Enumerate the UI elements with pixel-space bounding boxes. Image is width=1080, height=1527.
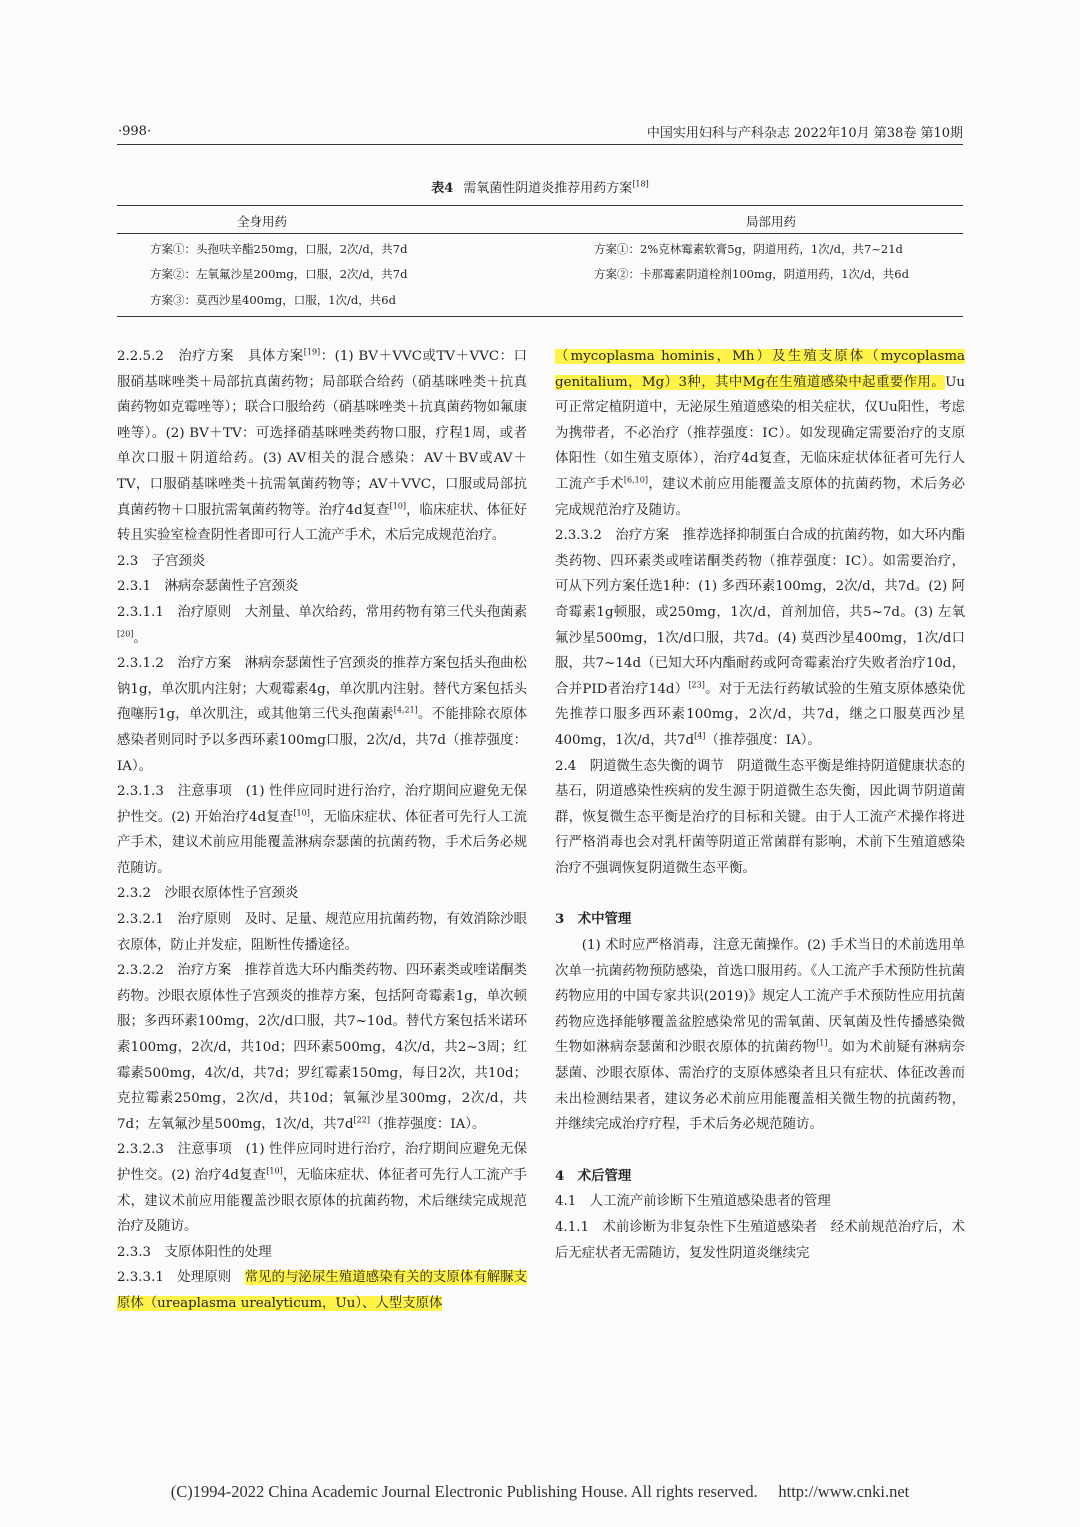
paragraph: 4.1.1 术前诊断为非复杂性下生殖道感染者 经术前规范治疗后，术后无症状者无需随访，复发性阴道炎继续完 — [555, 1220, 965, 1261]
subsection-heading: 2.3.2 沙眼衣原体性子宫颈炎 — [117, 886, 299, 902]
table-caption — [0, 177, 1080, 196]
table-cell: 方案①：2%克林霉素软膏5g，阴道用药，1次/d，共7~21d — [594, 242, 903, 256]
section-heading: 2.3 子宫颈炎 — [117, 553, 206, 569]
section-heading: 4 术后管理 — [555, 1167, 632, 1184]
subsection-heading: 2.3.1 淋病奈瑟菌性子宫颈炎 — [117, 579, 299, 595]
paragraph: 2.3.2.1 治疗原则 及时、足量、规范应用抗菌药物，有效消除沙眼衣原体，防止并发症，阻断性传播途径。 — [117, 912, 527, 953]
table-title: 需氧菌性阴道炎推荐用药方案 — [463, 181, 633, 196]
section-heading: 3 术中管理 — [555, 911, 632, 928]
subsection-heading: 2.3.3 支原体阳性的处理 — [117, 1244, 272, 1260]
copyright-footer: (C)1994-2022 China Academic Journal Electronic Publishing House. All rights reserved. http://www.cnki.net — [170, 1482, 910, 1501]
table-cell: 方案②：卡那霉素阴道栓剂100mg，阴道用药，1次/d，共6d — [594, 267, 909, 281]
highlighted-text: （mycoplasma hominis，Mh）及生殖支原体（mycoplasma genitalium，Mg）3种，其中Mg在生殖道感染中起重要作用。 — [555, 349, 965, 390]
right-column — [555, 344, 965, 1266]
paragraph: 2.3.1.1 治疗原则 大剂量、单次给药，常用药物有第三代头孢菌素[20]。 — [117, 604, 527, 646]
table-label: 表4 — [431, 181, 454, 196]
table-bottom-rule — [117, 316, 963, 317]
table-ref: [18] — [632, 179, 649, 189]
table-col-header-left: 全身用药 — [237, 214, 288, 229]
page-number: ·998· — [118, 124, 152, 139]
journal-header: 中国实用妇科与产科杂志 2022年10月 第38卷 第10期 — [646, 126, 963, 141]
paragraph: 2.3.3.2 治疗方案 推荐选择抑制蛋白合成的抗菌药物，如大环内酯类药物、四环素类或喹诺酮类药物（推荐强度：ⅠC）。如需要治疗，可从下列方案任选1种：(1) 多西环素100mg，2次/d，共7d。(2) 阿奇霉素1g顿服，或250mg，1次/d，首剂加倍，共5~7d。(3) 左氧氟沙星500mg，1次/d口服，共7d。(4) 莫西沙星400mg，1次/d口服，共7~14d（已知大环内酯耐药或阿奇霉素治疗失败者治疗10d，合并PID者治疗14d）[23]。对于无法行药敏试验的生殖支原体感染优先推荐口服多西环素100mg，2次/d，共7d，继之口服莫西沙星400mg，1次/d，共7d[4]（推荐强度：ⅠA）。 — [555, 528, 966, 748]
header-rule — [117, 144, 963, 145]
paragraph: 2.3.1.2 治疗方案 淋病奈瑟菌性子宫颈炎的推荐方案包括头孢曲松钠1g，单次肌内注射；大观霉素4g，单次肌内注射。替代方案包括头孢噻肟1g，单次肌注，或其他第三代头孢菌素[4,21]。不能排除衣原体感染者则同时予以多西环素100mg口服，2次/d，共7d（推荐强度：ⅠA）。 — [117, 656, 528, 774]
table-col-header-right: 局部用药 — [746, 214, 797, 229]
paragraph: （mycoplasma hominis，Mh）及生殖支原体（mycoplasma genitalium，Mg）3种，其中Mg在生殖道感染中起重要作用。Uu可正常定植阴道中，无泌尿生殖道感染的相关症状，仅Uu阳性，考虑为携带者，不必治疗（推荐强度：ⅠC）。如发现确定需要治疗的支原体阳性（如生殖支原体），治疗4d复查，无临床症状体征者可先行人工流产手术[6,10]，建议术前应用能覆盖支原体的抗菌药物，术后务必完成规范治疗及随访。 — [555, 349, 966, 518]
table-cell: 方案③：莫西沙星400mg，口服，1次/d，共6d — [150, 293, 396, 307]
paragraph: 2.3.2.3 注意事项 (1) 性伴应同时进行治疗，治疗期间应避免无保护性交。(2) 治疗4d复查[10]，无临床症状、体征者可先行人工流产手术，建议术前应用能覆盖沙眼衣原体的抗菌药物，术后继续完成规范治疗及随访。 — [117, 1142, 527, 1235]
paragraph: 2.4 阴道微生态失衡的调节 阴道微生态平衡是维持阴道健康状态的基石，阴道感染性疾病的发生源于阴道微生态失衡，因此调节阴道菌群，恢复微生态平衡是治疗的目标和关键。由于人工流产术操作将进行严格消毒也会对乳杆菌等阴道正常菌群有影响，术前下生殖道感染治疗不强调恢复阴道微生态平衡。 — [555, 758, 965, 876]
table-cell: 方案①：头孢呋辛酯250mg，口服，2次/d，共7d — [150, 242, 408, 256]
paragraph: 2.3.2.2 治疗方案 推荐首选大环内酯类药物、四环素类或喹诺酮类药物。沙眼衣原体性子宫颈炎的推荐方案，包括阿奇霉素1g，单次顿服；多西环素100mg，2次/d口服，共7~10d。替代方案包括米诺环素100mg，2次/d，共10d；四环素500mg，4次/d，共2~3周；红霉素500mg，4次/d，共7d；罗红霉素150mg，每日2次，共10d；克拉霉素250mg，2次/d，共10d；氧氟沙星300mg，2次/d，共7d；左氧氟沙星500mg，1次/d，共7d[22]（推荐强度：ⅠA）。 — [117, 963, 527, 1132]
table-top-rule — [117, 205, 963, 206]
highlighted-text: 常见的与泌尿生殖道感染有关的支原体有解脲支原体（ureaplasma urealyticum，Uu）、人型支原体 — [117, 1270, 527, 1311]
table-cell: 方案②：左氧氟沙星200mg，口服，2次/d，共7d — [150, 267, 408, 281]
paragraph: (1) 术时应严格消毒，注意无菌操作。(2) 手术当日的术前选用单次单一抗菌药物预防感染，首选口服用药。《人工流产手术预防性抗菌药物应用的中国专家共识(2019)》规定人工流产手术预防性应用抗菌药物应选择能够覆盖盆腔感染常见的需氧菌、厌氧菌及性传播感染微生物如淋病奈瑟菌和沙眼衣原体的抗菌药物[1]。如为术前疑有淋病奈瑟菌、沙眼衣原体、需治疗的支原体感染者且只有症状、体征改善而未出检测结果者，建议务必术前应用能覆盖相关微生物的抗菌药物，并继续完成治疗疗程，手术后务必规范随访。 — [555, 938, 965, 1133]
paragraph: 2.3.1.3 注意事项 (1) 性伴应同时进行治疗，治疗期间应避免无保护性交。(2) 开始治疗4d复查[10]，无临床症状、体征者可先行人工流产手术，建议术前应用能覆盖淋病奈瑟菌的抗菌药物，手术后务必规范随访。 — [117, 784, 527, 876]
paragraph: 2.2.5.2 治疗方案 具体方案[19]：(1) BV＋VVC或TV＋VVC：口服硝基咪唑类＋局部抗真菌药物；局部联合给药（硝基咪唑类＋抗真菌药物如克霉唑等）；联合口服给药（硝基咪唑类＋抗真菌药物如氟康唑等）。(2) BV＋TV：可选择硝基咪唑类药物口服，疗程1周，或者单次口服＋阴道给药。(3) AV相关的混合感染：AV＋BV或AV＋TV，口服硝基咪唑类＋抗需氧菌药物等；AV＋VVC，口服或局部抗真菌药物＋口服抗需氧菌药物等。治疗4d复查[10]，临床症状、体征好转且实验室检查阴性者即可行人工流产手术，术后完成规范治疗。 — [117, 347, 528, 544]
table-header-rule — [117, 233, 963, 234]
subsection-heading: 4.1 人工流产前诊断下生殖道感染患者的管理 — [555, 1194, 831, 1210]
paragraph: 2.3.3.1 处理原则 常见的与泌尿生殖道感染有关的支原体有解脲支原体（ureaplasma urealyticum，Uu）、人型支原体 — [117, 1270, 527, 1311]
left-column — [117, 344, 527, 1317]
